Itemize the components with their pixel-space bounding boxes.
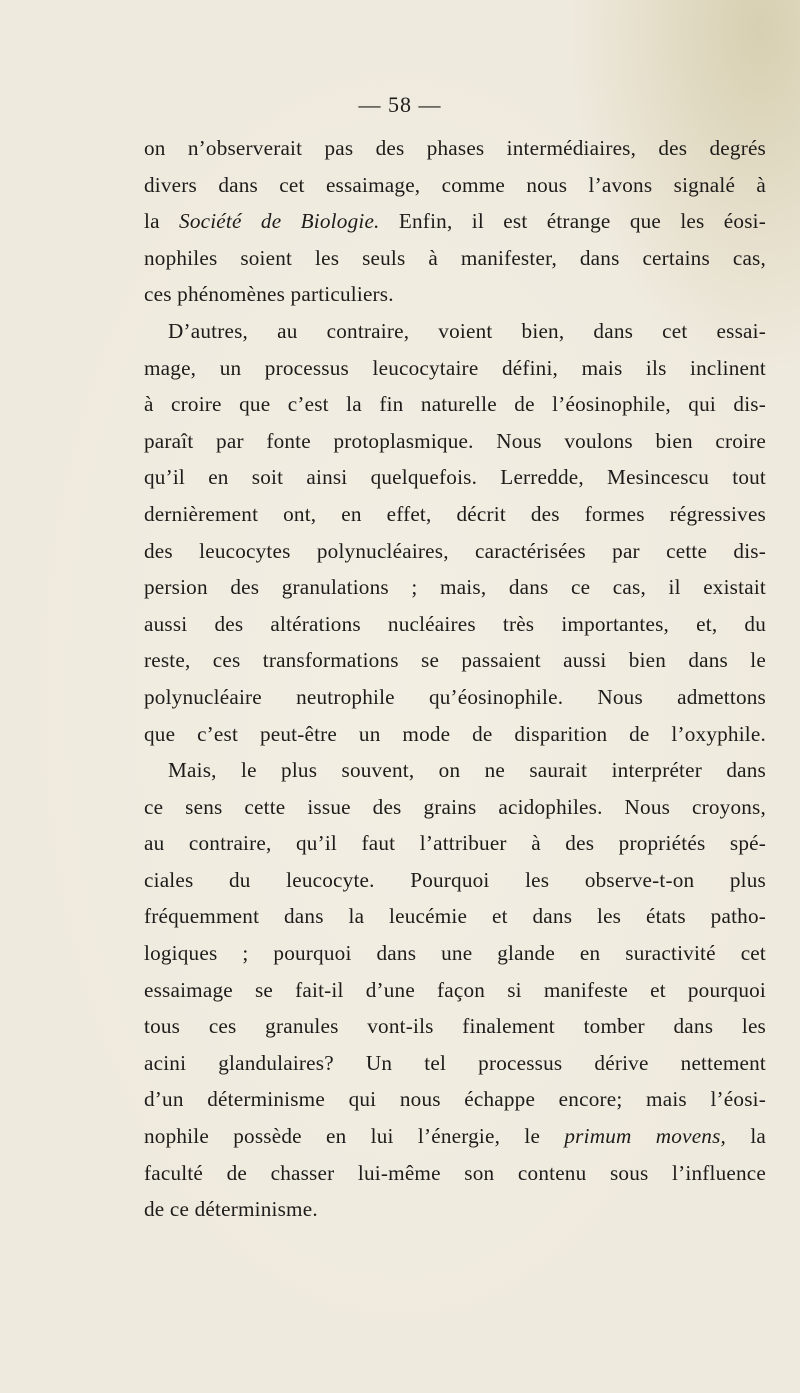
text-run: persion des granulations ; mais, dans ce cas, il existait (144, 575, 766, 600)
text-line (144, 167, 766, 204)
text-run: dernièrement ont, en effet, décrit des formes régressives (144, 501, 766, 526)
text-line (144, 1081, 766, 1118)
text-line (144, 313, 766, 350)
text-run: essaimage se fait-il d’une façon si manifeste et pourquoi (144, 977, 766, 1002)
text-run: d’un déterminisme qui nous échappe encore; mais l’éosi- (144, 1087, 766, 1112)
text-line (144, 276, 766, 313)
text-line (144, 386, 766, 423)
text-run: des leucocytes polynucléaires, caractérisées par cette dis- (144, 538, 766, 563)
text-run: paraît par fonte protoplasmique. Nous voulons bien croire (144, 428, 766, 453)
page-number: — 58 — (358, 92, 442, 117)
text-run: ce sens cette issue des grains acidophiles. Nous croyons, (144, 794, 766, 819)
text-line (144, 1155, 766, 1192)
text-run: au contraire, qu’il faut l’attribuer à des propriétés spé- (144, 831, 766, 856)
text-run: qu’il en soit ainsi quelquefois. Lerredde, Mesincescu tout (144, 465, 766, 490)
text-run: Mais, le plus souvent, on ne saurait interpréter dans (168, 758, 766, 783)
text-run: ces phénomènes particuliers. (144, 282, 394, 307)
text-run: la (726, 1124, 767, 1149)
text-run: ciales du leucocyte. Pourquoi les observe-t-on plus (144, 867, 766, 892)
body-text (144, 130, 766, 1228)
text-line (144, 606, 766, 643)
italic-text: Société de Biologie. (179, 209, 380, 234)
text-run: la (144, 209, 180, 234)
text-run: à croire que c’est la fin naturelle de l’éosinophile, qui dis- (144, 392, 766, 417)
text-line (144, 679, 766, 716)
text-line (144, 1191, 766, 1228)
text-line (144, 459, 766, 496)
text-line (144, 898, 766, 935)
text-line (144, 935, 766, 972)
text-run: Enfin, il est étrange que les éosi- (379, 209, 766, 234)
text-run: polynucléaire neutrophile qu’éosinophile. Nous admettons (144, 684, 766, 709)
text-line (144, 972, 766, 1009)
text-line (144, 716, 766, 753)
text-run: fréquemment dans la leucémie et dans les états patho- (144, 904, 766, 929)
text-line (144, 1045, 766, 1082)
italic-text: primum movens, (564, 1124, 727, 1149)
text-line (144, 789, 766, 826)
text-line (144, 825, 766, 862)
text-run: divers dans cet essaimage, comme nous l’avons signalé à (144, 172, 766, 197)
text-run: nophiles soient les seuls à manifester, dans certains cas, (144, 245, 766, 270)
text-run: reste, ces transformations se passaient aussi bien dans le (144, 648, 766, 673)
text-run: acini glandulaires? Un tel processus dérive nettement (144, 1050, 766, 1075)
text-run: que c’est peut-être un mode de disparition de l’oxyphile. (144, 721, 766, 746)
text-run: tous ces granules vont-ils finalement tomber dans les (144, 1014, 766, 1039)
text-line (144, 130, 766, 167)
text-line (144, 569, 766, 606)
text-line (144, 1118, 766, 1155)
text-run: mage, un processus leucocytaire défini, mais ils inclinent (144, 355, 766, 380)
text-line (144, 423, 766, 460)
text-run: D’autres, au contraire, voient bien, dans cet essai- (168, 318, 766, 343)
text-line (144, 240, 766, 277)
text-line (144, 496, 766, 533)
text-line (144, 203, 766, 240)
text-line (144, 533, 766, 570)
text-run: nophile possède en lui l’énergie, le (144, 1124, 565, 1149)
text-line (144, 350, 766, 387)
text-run: faculté de chasser lui-même son contenu sous l’influence (144, 1160, 766, 1185)
text-line (144, 752, 766, 789)
text-line (144, 1008, 766, 1045)
text-run: logiques ; pourquoi dans une glande en suractivité cet (144, 941, 766, 966)
text-line (144, 862, 766, 899)
text-run: on n’observerait pas des phases intermédiaires, des degrés (144, 136, 766, 160)
text-line (144, 642, 766, 679)
text-run: de ce déterminisme. (144, 1197, 318, 1222)
text-run: aussi des altérations nucléaires très importantes, et, du (144, 611, 766, 636)
